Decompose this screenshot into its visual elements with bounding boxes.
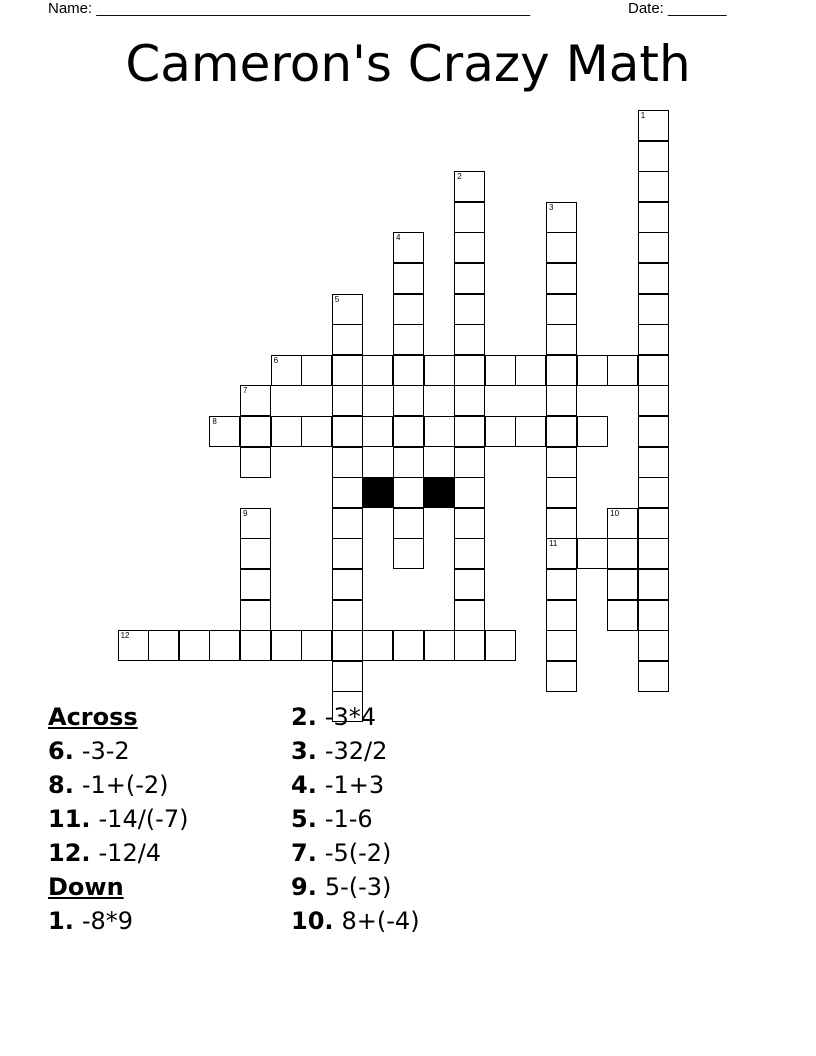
grid-cell[interactable] — [638, 355, 669, 386]
blocked-cell — [362, 477, 393, 508]
grid-cell[interactable] — [607, 508, 638, 539]
grid-cell[interactable] — [393, 263, 424, 294]
clue-number: 1. — [48, 907, 74, 935]
grid-cell[interactable] — [546, 661, 577, 692]
grid-cell[interactable] — [454, 508, 485, 539]
grid-cell[interactable] — [240, 630, 271, 661]
clue-item — [291, 802, 420, 836]
grid-cell[interactable] — [454, 447, 485, 478]
grid-cell[interactable] — [393, 508, 424, 539]
grid-cell[interactable] — [454, 324, 485, 355]
grid-cell[interactable] — [424, 416, 455, 447]
clue-item — [291, 836, 420, 870]
clue-text: -14/(-7) — [98, 805, 189, 833]
clue-number: 9. — [291, 873, 317, 901]
grid-cell[interactable] — [240, 600, 271, 631]
grid-cell[interactable] — [577, 538, 608, 569]
grid-cell[interactable] — [454, 600, 485, 631]
grid-cell[interactable] — [240, 447, 271, 478]
grid-cell[interactable] — [515, 355, 546, 386]
clue-item — [48, 802, 188, 836]
clue-text: -12/4 — [98, 839, 162, 867]
grid-cell[interactable] — [546, 447, 577, 478]
grid-cell[interactable] — [332, 447, 363, 478]
clue-number: 7. — [291, 839, 317, 867]
grid-cell[interactable] — [240, 538, 271, 569]
grid-cell[interactable] — [607, 600, 638, 631]
grid-cell[interactable] — [393, 416, 424, 447]
clue-number: 10. — [291, 907, 334, 935]
clue-list-left — [48, 700, 188, 938]
grid-cell[interactable] — [118, 630, 149, 661]
cell-number: 6 — [273, 355, 279, 365]
clue-item — [291, 700, 420, 734]
grid-cell[interactable] — [607, 355, 638, 386]
clue-item — [291, 768, 420, 802]
grid-cell[interactable] — [607, 538, 638, 569]
clue-item — [48, 836, 188, 870]
cell-number: 2 — [457, 172, 462, 182]
grid-cell[interactable] — [546, 508, 577, 539]
cell-number: 8 — [212, 417, 217, 426]
cell-number: 7 — [243, 386, 248, 396]
grid-cell[interactable] — [638, 569, 669, 600]
grid-cell[interactable] — [209, 630, 240, 661]
grid-cell[interactable] — [546, 263, 577, 294]
grid-cell[interactable] — [546, 202, 577, 233]
grid-cell[interactable] — [332, 416, 363, 447]
clue-number: 11. — [48, 805, 91, 833]
grid-cell[interactable] — [271, 416, 302, 447]
grid-cell[interactable] — [546, 416, 577, 447]
grid-cell[interactable] — [546, 630, 577, 661]
grid-cell[interactable] — [454, 232, 485, 263]
clue-text: -1+(-2) — [81, 771, 169, 799]
clue-item — [48, 768, 188, 802]
clue-text: 8+(-4) — [341, 907, 420, 935]
clue-list-right — [291, 700, 420, 938]
clue-number: 12. — [48, 839, 91, 867]
grid-cell[interactable] — [638, 141, 669, 172]
grid-cell[interactable] — [240, 385, 271, 416]
grid-cell[interactable] — [240, 416, 271, 447]
grid-cell[interactable] — [301, 355, 332, 386]
date-field[interactable]: Date: _______ — [628, 0, 727, 17]
grid-cell[interactable] — [454, 202, 485, 233]
grid-cell[interactable] — [454, 263, 485, 294]
grid-cell[interactable] — [546, 569, 577, 600]
name-field[interactable]: Name: ____________________________________________________ — [48, 0, 531, 17]
cell-number: 11 — [549, 539, 558, 549]
grid-cell[interactable] — [179, 630, 210, 661]
grid-cell[interactable] — [454, 538, 485, 569]
grid-cell[interactable] — [454, 569, 485, 600]
grid-cell[interactable] — [638, 508, 669, 539]
cell-number: 3 — [549, 202, 554, 212]
clue-text: 5-(-3) — [324, 873, 392, 901]
clue-item — [291, 734, 420, 768]
clue-text: -1-6 — [324, 805, 373, 833]
grid-cell[interactable] — [638, 538, 669, 569]
clue-number: 3. — [291, 737, 317, 765]
clue-heading: Across — [48, 703, 138, 731]
grid-cell[interactable] — [607, 569, 638, 600]
grid-cell[interactable] — [332, 355, 363, 386]
grid-cell[interactable] — [393, 630, 424, 661]
grid-cell[interactable] — [332, 600, 363, 631]
grid-cell[interactable] — [638, 661, 669, 692]
grid-cell[interactable] — [638, 416, 669, 447]
grid-cell[interactable] — [332, 661, 363, 692]
grid-cell[interactable] — [362, 630, 393, 661]
clue-item — [291, 870, 420, 904]
cell-number: 10 — [610, 508, 620, 518]
grid-cell[interactable] — [485, 630, 516, 661]
grid-cell[interactable] — [638, 171, 669, 202]
grid-cell[interactable] — [332, 630, 363, 661]
page-title: Cameron's Crazy Math — [125, 35, 691, 93]
grid-cell[interactable] — [148, 630, 179, 661]
grid-cell[interactable] — [240, 508, 271, 539]
clue-text: -1+3 — [324, 771, 385, 799]
grid-cell[interactable] — [638, 324, 669, 355]
grid-cell[interactable] — [393, 355, 424, 386]
cell-number: 12 — [120, 631, 130, 641]
grid-cell[interactable] — [546, 385, 577, 416]
grid-cell[interactable] — [393, 232, 424, 263]
grid-cell[interactable] — [209, 416, 240, 447]
grid-cell[interactable] — [485, 355, 516, 386]
cell-number: 4 — [396, 233, 401, 243]
cell-number: 1 — [640, 111, 646, 120]
grid-cell[interactable] — [362, 355, 393, 386]
clue-number: 5. — [291, 805, 317, 833]
grid-cell[interactable] — [638, 447, 669, 478]
grid-cell[interactable] — [638, 110, 669, 141]
grid-cell[interactable] — [546, 477, 577, 508]
grid-cell[interactable] — [546, 600, 577, 631]
grid-cell[interactable] — [301, 416, 332, 447]
grid-cell[interactable] — [393, 538, 424, 569]
grid-cell[interactable] — [332, 385, 363, 416]
grid-cell[interactable] — [577, 355, 608, 386]
grid-cell[interactable] — [393, 324, 424, 355]
grid-cell[interactable] — [454, 477, 485, 508]
grid-cell[interactable] — [638, 630, 669, 661]
cell-number: 5 — [334, 294, 340, 304]
grid-cell[interactable] — [424, 630, 455, 661]
clue-number: 6. — [48, 737, 74, 765]
grid-cell[interactable] — [332, 508, 363, 539]
grid-cell[interactable] — [393, 294, 424, 325]
grid-cell[interactable] — [240, 569, 271, 600]
grid-cell[interactable] — [454, 355, 485, 386]
grid-cell[interactable] — [485, 416, 516, 447]
clue-number: 2. — [291, 703, 317, 731]
grid-cell[interactable] — [271, 355, 302, 386]
clue-number: 8. — [48, 771, 74, 799]
clue-item — [48, 734, 188, 768]
clue-text: -5(-2) — [324, 839, 392, 867]
grid-cell[interactable] — [454, 294, 485, 325]
grid-cell[interactable] — [638, 294, 669, 325]
grid-cell[interactable] — [638, 263, 669, 294]
grid-cell[interactable] — [638, 202, 669, 233]
grid-cell[interactable] — [638, 232, 669, 263]
clue-item — [291, 904, 420, 938]
clue-text: -8*9 — [81, 907, 134, 935]
grid-cell[interactable] — [546, 232, 577, 263]
grid-cell[interactable] — [454, 630, 485, 661]
grid-cell[interactable] — [332, 324, 363, 355]
grid-cell[interactable] — [362, 416, 393, 447]
grid-cell[interactable] — [393, 385, 424, 416]
grid-cell[interactable] — [515, 416, 546, 447]
grid-cell[interactable] — [546, 324, 577, 355]
grid-cell[interactable] — [424, 355, 455, 386]
grid-cell[interactable] — [638, 385, 669, 416]
grid-cell[interactable] — [332, 477, 363, 508]
grid-cell[interactable] — [546, 355, 577, 386]
clue-item — [48, 904, 188, 938]
grid-cell[interactable] — [393, 447, 424, 478]
grid-cell[interactable] — [301, 630, 332, 661]
grid-cell[interactable] — [332, 294, 363, 325]
grid-cell[interactable] — [454, 171, 485, 202]
grid-cell[interactable] — [638, 477, 669, 508]
clue-text: -3*4 — [324, 703, 377, 731]
grid-cell[interactable] — [546, 294, 577, 325]
grid-cell[interactable] — [546, 538, 577, 569]
clue-heading: Down — [48, 873, 124, 901]
clue-number: 4. — [291, 771, 317, 799]
clue-text: -3-2 — [81, 737, 130, 765]
blocked-cell — [424, 477, 455, 508]
grid-cell[interactable] — [332, 569, 363, 600]
grid-cell[interactable] — [393, 477, 424, 508]
cell-number: 9 — [243, 508, 248, 518]
grid-cell[interactable] — [454, 416, 485, 447]
grid-cell[interactable] — [332, 538, 363, 569]
grid-cell[interactable] — [271, 630, 302, 661]
grid-cell[interactable] — [577, 416, 608, 447]
clue-text: -32/2 — [324, 737, 388, 765]
grid-cell[interactable] — [454, 385, 485, 416]
grid-cell[interactable] — [638, 600, 669, 631]
